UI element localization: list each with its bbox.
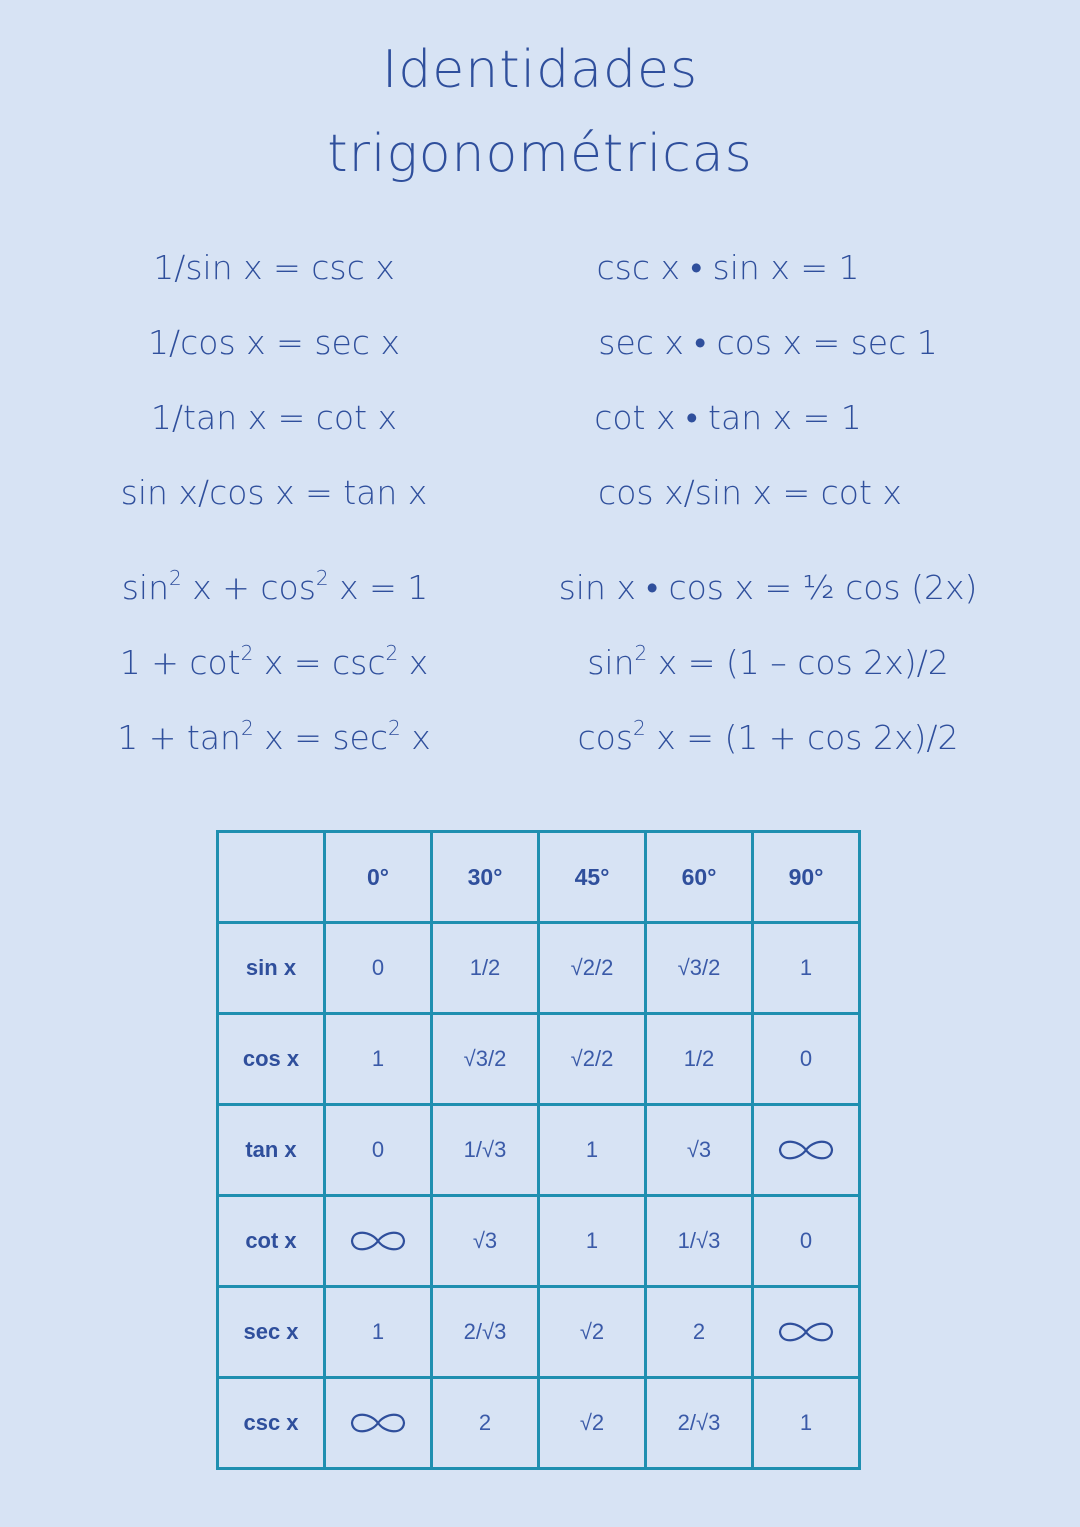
identity-product-sec-cos: sec x • cos x = sec 1 [598,323,938,362]
page-title [0,28,1080,196]
table-cell [325,1196,432,1287]
title-line-1: Identidades [381,40,699,100]
table-cell: √3/2 [646,923,753,1014]
table-cell: 2 [646,1287,753,1378]
trig-values-table [216,830,861,1470]
table-cell [753,1105,860,1196]
infinity-icon [349,1409,407,1437]
table-cell: 1/2 [646,1014,753,1105]
identity-pythagorean-2: $1 + \cot^2 x = \csc^2 x$ [119,641,429,682]
table-cell: 0 [753,1014,860,1105]
identity-quotient-cot: cos x/sin x = cot x [598,473,902,512]
table-row [218,1378,860,1469]
identity-pythagorean-3: $1 + \tan^2 x = \sec^2 x$ [117,716,431,757]
row-label: sin x [218,923,325,1014]
table-cell: √2/2 [539,923,646,1014]
table-cell [325,1378,432,1469]
table-cell: 1 [325,1287,432,1378]
table-cell: 0 [753,1196,860,1287]
infinity-icon [777,1136,835,1164]
table-cell: 2 [432,1378,539,1469]
row-label: sec x [218,1287,325,1378]
identity-reciprocal-cos: 1/cos x = sec x [148,323,400,362]
table-cell: √3 [432,1196,539,1287]
table-row [218,1287,860,1378]
table-cell: 1 [325,1014,432,1105]
table-row [218,923,860,1014]
row-label: cot x [218,1196,325,1287]
header-corner [218,832,325,923]
infinity-icon [777,1318,835,1346]
table-cell [753,1287,860,1378]
identity-sin-squared: $\sin^2 x = (1 - \cos 2x)/2$ [587,641,949,682]
table-cell: √2 [539,1378,646,1469]
table-cell: 1/2 [432,923,539,1014]
header-60-deg: 60° [646,832,753,923]
table-cell: 2/√3 [432,1287,539,1378]
table-cell: 0 [325,1105,432,1196]
table-cell: 1/√3 [646,1196,753,1287]
table-cell: √3 [646,1105,753,1196]
table-cell: 1/√3 [432,1105,539,1196]
table-cell: 2/√3 [646,1378,753,1469]
table-cell: 1 [753,1378,860,1469]
identity-pythagorean-1: $\sin^2 x + \cos^2 x = 1$ [121,566,429,607]
table-row [218,1105,860,1196]
table-row [218,1014,860,1105]
infinity-icon [349,1227,407,1255]
table-cell: √3/2 [432,1014,539,1105]
table-cell: 1 [539,1105,646,1196]
identity-product-sin-cos: sin x • cos x = ½ cos (2x) [558,568,978,607]
table-row [218,1196,860,1287]
table-cell: 1 [753,923,860,1014]
header-30-deg: 30° [432,832,539,923]
identity-cos-squared: $\cos^2 x = (1 + \cos 2x)/2$ [577,716,959,757]
table-cell: √2 [539,1287,646,1378]
header-0-deg: 0° [325,832,432,923]
table-cell: 1 [539,1196,646,1287]
title-line-2: trigonométricas [327,124,753,184]
header-45-deg: 45° [539,832,646,923]
identity-quotient-tan: sin x/cos x = tan x [120,473,428,512]
table-cell: √2/2 [539,1014,646,1105]
identity-reciprocal-tan: 1/tan x = cot x [150,398,398,437]
table-header-row [218,832,860,923]
table-cell: 0 [325,923,432,1014]
header-90-deg: 90° [753,832,860,923]
identity-product-cot-tan: cot x • tan x = 1 [594,398,862,437]
row-label: cos x [218,1014,325,1105]
row-label: tan x [218,1105,325,1196]
identity-reciprocal-sin: 1/sin x = csc x [153,248,395,287]
identity-product-csc-sin: csc x • sin x = 1 [596,248,860,287]
row-label: csc x [218,1378,325,1469]
